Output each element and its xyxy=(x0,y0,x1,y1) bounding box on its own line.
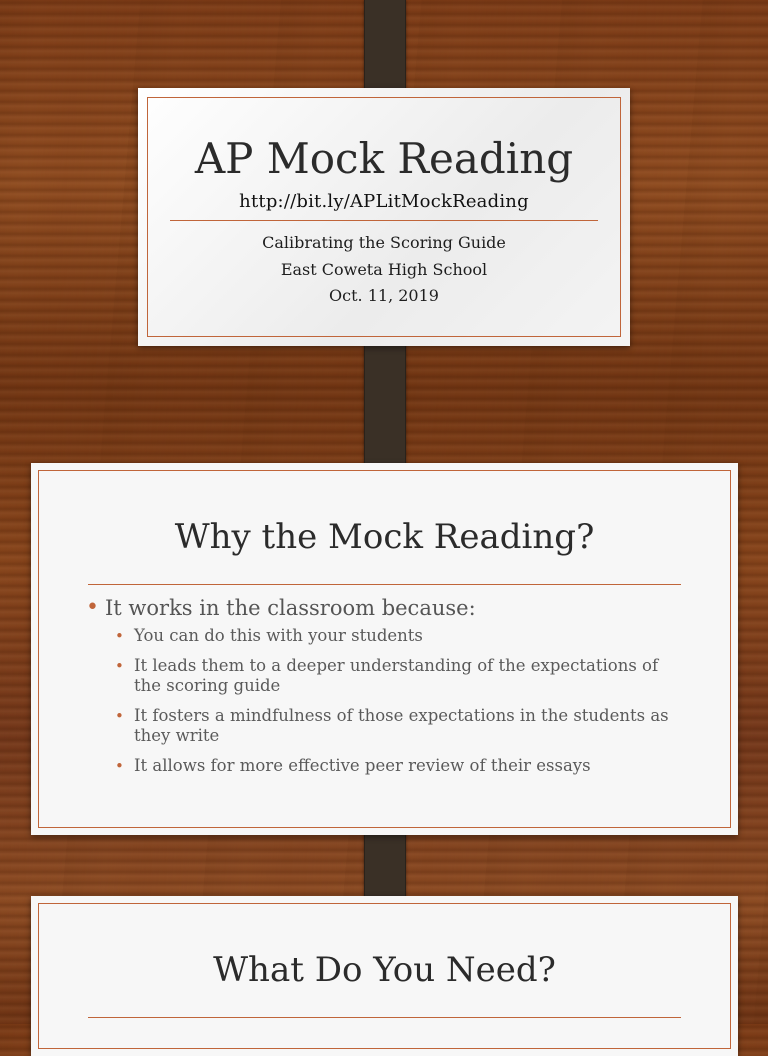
need-slide[interactable] xyxy=(31,896,738,1056)
hanging-strap-middle xyxy=(364,328,406,481)
title-divider xyxy=(170,220,598,221)
heading-divider xyxy=(88,1017,681,1018)
title-subtitle xyxy=(138,230,630,310)
slide-heading: Why the Mock Reading? xyxy=(174,517,595,557)
slide-title: AP Mock Reading xyxy=(194,134,574,183)
sub-bullet-item: • You can do this with your students xyxy=(86,626,678,647)
sub-bullet-item: • It allows for more effective peer review of their essays xyxy=(86,756,678,777)
sub-bullet-item: • It leads them to a deeper understanding of the expectations of the scoring guide xyxy=(86,656,678,697)
heading-divider xyxy=(88,584,681,585)
title-slide[interactable] xyxy=(138,88,630,346)
bullet-list xyxy=(86,596,678,785)
subtitle-line: Oct. 11, 2019 xyxy=(329,286,439,305)
sub-bullet-list xyxy=(86,626,678,776)
subtitle-line: Calibrating the Scoring Guide xyxy=(262,233,506,252)
why-slide[interactable] xyxy=(31,463,738,835)
sub-bullet-item: • It fosters a mindfulness of those expectations in the students as they write xyxy=(86,706,678,747)
slide-heading: What Do You Need? xyxy=(213,950,556,990)
title-url-link[interactable]: http://bit.ly/APLitMockReading xyxy=(239,191,529,212)
bullet-item: • It works in the classroom because: xyxy=(86,596,678,620)
subtitle-line: East Coweta High School xyxy=(280,259,488,279)
